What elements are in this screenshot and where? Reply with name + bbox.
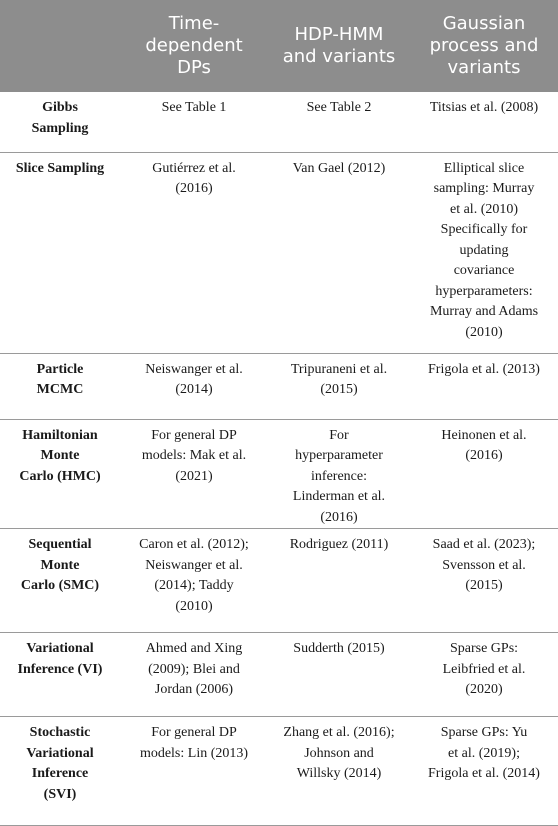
table-cell: Neiswanger et al. (2014) bbox=[120, 353, 268, 419]
table-row bbox=[0, 92, 558, 152]
header-time-dependent-dps: Time- dependent DPs bbox=[120, 0, 268, 92]
table-row bbox=[0, 353, 558, 419]
table-cell: Ahmed and Xing (2009); Blei and Jordan (2006) bbox=[120, 633, 268, 717]
table-cell: Zhang et al. (2016); Johnson and Willsky (2014) bbox=[268, 717, 410, 826]
table-cell: For general DP models: Mak et al. (2021) bbox=[120, 419, 268, 529]
table-cell: Tripuraneni et al. (2015) bbox=[268, 353, 410, 419]
row-header: Particle MCMC bbox=[0, 353, 120, 419]
table-cell: For general DP models: Lin (2013) bbox=[120, 717, 268, 826]
row-header: Stochastic Variational Inference (SVI) bbox=[0, 717, 120, 826]
row-header: Gibbs Sampling bbox=[0, 92, 120, 152]
table-row bbox=[0, 717, 558, 826]
table-cell: Gutiérrez et al. (2016) bbox=[120, 152, 268, 353]
table-cell: Sparse GPs: Leibfried et al. (2020) bbox=[410, 633, 558, 717]
table-cell: Heinonen et al. (2016) bbox=[410, 419, 558, 529]
header-gaussian-process: Gaussian process and variants bbox=[410, 0, 558, 92]
table-cell: See Table 2 bbox=[268, 92, 410, 152]
table-row bbox=[0, 152, 558, 353]
table-cell: Sparse GPs: Yu et al. (2019); Frigola et al. (2014) bbox=[410, 717, 558, 826]
row-header: Sequential Monte Carlo (SMC) bbox=[0, 529, 120, 633]
header-row bbox=[0, 0, 558, 92]
table-cell: Frigola et al. (2013) bbox=[410, 353, 558, 419]
table-cell: Sudderth (2015) bbox=[268, 633, 410, 717]
table-cell: For hyperparameter inference: Linderman et al. (2016) bbox=[268, 419, 410, 529]
table-row bbox=[0, 633, 558, 717]
table-row bbox=[0, 529, 558, 633]
table-cell: Rodriguez (2011) bbox=[268, 529, 410, 633]
table-cell: Elliptical slice sampling: Murray et al. (2010) Specifically for updating covariance hyperparameters: Murray and Adams (2010) bbox=[410, 152, 558, 353]
table-cell: See Table 1 bbox=[120, 92, 268, 152]
table-cell: Van Gael (2012) bbox=[268, 152, 410, 353]
table-cell: Caron et al. (2012); Neiswanger et al. (2014); Taddy (2010) bbox=[120, 529, 268, 633]
header-corner bbox=[0, 0, 120, 92]
table-cell: Saad et al. (2023); Svensson et al. (2015) bbox=[410, 529, 558, 633]
table-row bbox=[0, 419, 558, 529]
table-cell: Titsias et al. (2008) bbox=[410, 92, 558, 152]
header-hdp-hmm: HDP-HMM and variants bbox=[268, 0, 410, 92]
row-header: Slice Sampling bbox=[0, 152, 120, 353]
row-header: Hamiltonian Monte Carlo (HMC) bbox=[0, 419, 120, 529]
row-header: Variational Inference (VI) bbox=[0, 633, 120, 717]
